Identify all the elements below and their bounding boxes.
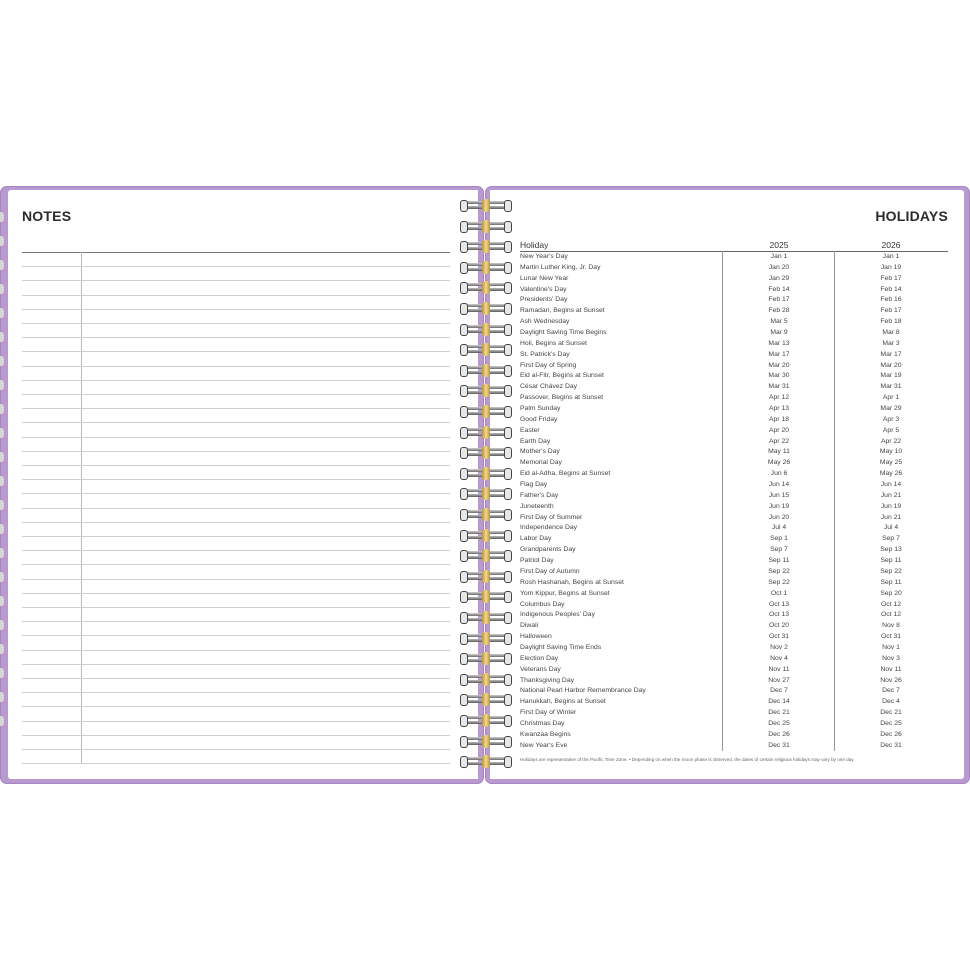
spiral-ring — [458, 694, 514, 706]
holiday-row — [520, 447, 948, 458]
holiday-name: St. Patrick's Day — [520, 350, 570, 358]
holiday-date-2025: Oct 13 — [768, 611, 790, 619]
holiday-row — [520, 686, 948, 697]
holiday-date-2025: Oct 31 — [768, 633, 790, 641]
header-holiday: Holiday — [520, 240, 549, 250]
page-tab — [0, 380, 4, 390]
holiday-name: Yom Kippur, Begins at Sunset — [520, 589, 610, 597]
holiday-date-2026: Mar 19 — [880, 372, 902, 380]
holiday-date-2026: Sep 20 — [880, 589, 902, 597]
notes-line — [22, 337, 450, 338]
page-tab — [0, 332, 4, 342]
holiday-row — [520, 350, 948, 361]
holiday-name: New Year's Eve — [520, 741, 568, 749]
holiday-date-2026: Jan 1 — [882, 253, 900, 260]
holiday-name: Easter — [520, 426, 540, 434]
holiday-date-2025: Jan 20 — [768, 263, 790, 271]
spiral-ring — [458, 674, 514, 686]
holiday-row — [520, 393, 948, 404]
page-tab — [0, 572, 4, 582]
holiday-name: Indigenous Peoples' Day — [520, 611, 595, 619]
holiday-date-2026: Feb 17 — [880, 274, 902, 282]
spiral-ring — [458, 200, 514, 212]
holiday-date-2026: Dec 31 — [880, 741, 902, 749]
header-2026: 2026 — [881, 240, 901, 250]
holiday-name: Valentine's Day — [520, 285, 567, 293]
notes-line — [22, 607, 450, 608]
holiday-date-2025: Jul 4 — [771, 524, 787, 532]
holiday-row — [520, 361, 948, 372]
holiday-row — [520, 382, 948, 393]
holiday-date-2026: Nov 8 — [882, 622, 900, 630]
holiday-row — [520, 523, 948, 534]
holiday-date-2026: Mar 17 — [880, 350, 902, 358]
header-2025: 2025 — [769, 240, 789, 250]
holiday-name: First Day of Autumn — [520, 567, 580, 575]
page-tab — [0, 692, 4, 702]
notes-line — [22, 479, 450, 480]
holiday-date-2025: Jan 29 — [768, 274, 790, 282]
holiday-date-2025: May 26 — [767, 459, 791, 467]
holiday-date-2025: Sep 7 — [770, 546, 788, 554]
holiday-date-2026: Dec 26 — [880, 730, 902, 738]
holiday-date-2026: Mar 3 — [882, 339, 900, 347]
holidays-title: HOLIDAYS — [875, 208, 948, 224]
holiday-row — [520, 513, 948, 524]
holiday-date-2026: Oct 12 — [880, 611, 902, 619]
holiday-date-2025: Nov 11 — [768, 665, 790, 673]
holiday-row — [520, 730, 948, 741]
holiday-name: Thanksgiving Day — [520, 676, 575, 684]
holiday-row — [520, 502, 948, 513]
holiday-date-2025: Oct 20 — [768, 622, 790, 630]
notes-line — [22, 678, 450, 679]
holiday-row — [520, 643, 948, 654]
holiday-name: Patriot Day — [520, 557, 554, 565]
notes-line — [22, 749, 450, 750]
holidays-table-header — [520, 238, 948, 252]
notes-lines — [22, 252, 450, 764]
holiday-date-2026: Apr 5 — [882, 426, 900, 434]
holiday-date-2025: Apr 18 — [768, 415, 790, 423]
spiral-ring — [458, 550, 514, 562]
spiral-ring — [458, 468, 514, 480]
holiday-date-2025: Mar 5 — [770, 318, 788, 326]
spiral-ring — [458, 509, 514, 521]
spiral-ring — [458, 571, 514, 583]
notes-line — [22, 323, 450, 324]
holiday-date-2025: Oct 13 — [768, 600, 790, 608]
holiday-date-2026: Jun 19 — [880, 502, 902, 510]
holiday-date-2026: Feb 14 — [880, 285, 902, 293]
spiral-binding — [458, 200, 514, 775]
holiday-date-2025: Mar 20 — [768, 361, 790, 369]
holiday-name: Veterans Day — [520, 665, 561, 673]
holiday-date-2025: Jun 14 — [768, 481, 790, 489]
holiday-date-2026: Jun 14 — [880, 481, 902, 489]
spiral-ring — [458, 262, 514, 274]
notes-line — [22, 380, 450, 381]
holiday-name: Christmas Day — [520, 719, 565, 727]
holiday-date-2026: Sep 13 — [880, 546, 902, 554]
spiral-ring — [458, 241, 514, 253]
notes-line — [22, 366, 450, 367]
holiday-row — [520, 676, 948, 687]
holiday-row — [520, 285, 948, 296]
holiday-date-2025: Dec 31 — [768, 741, 790, 749]
notes-line — [22, 706, 450, 707]
spiral-ring — [458, 612, 514, 624]
holiday-row — [520, 328, 948, 339]
holiday-date-2026: Feb 16 — [880, 296, 902, 304]
notes-line — [22, 295, 450, 296]
holiday-row — [520, 415, 948, 426]
holiday-name: Holi, Begins at Sunset — [520, 339, 587, 347]
spiral-ring — [458, 385, 514, 397]
holiday-name: Flag Day — [520, 481, 548, 489]
page-tab — [0, 620, 4, 630]
holiday-row — [520, 480, 948, 491]
holiday-date-2026: Mar 31 — [880, 383, 902, 391]
holiday-name: Eid al-Adha, Begins at Sunset — [520, 470, 611, 478]
spiral-ring — [458, 756, 514, 768]
holiday-name: National Pearl Harbor Remembrance Day — [520, 687, 646, 695]
holiday-date-2026: Mar 20 — [880, 361, 902, 369]
holiday-row — [520, 697, 948, 708]
holiday-row — [520, 426, 948, 437]
notes-line — [22, 536, 450, 537]
holiday-date-2025: Jun 6 — [770, 470, 788, 478]
holiday-name: Lunar New Year — [520, 274, 569, 282]
holiday-row — [520, 469, 948, 480]
notes-page — [8, 190, 478, 779]
notes-line — [22, 664, 450, 665]
holiday-name: Kwanzaa Begins — [520, 730, 571, 738]
holiday-name: Palm Sunday — [520, 405, 561, 413]
holiday-date-2025: Mar 13 — [768, 339, 790, 347]
holiday-date-2026: Sep 11 — [880, 557, 902, 565]
page-tab — [0, 596, 4, 606]
holiday-date-2026: Jun 21 — [880, 491, 902, 499]
spiral-ring — [458, 633, 514, 645]
notes-line — [22, 621, 450, 622]
holiday-date-2025: Nov 4 — [770, 654, 788, 662]
spiral-ring — [458, 447, 514, 459]
holiday-date-2025: Jan 1 — [770, 253, 788, 260]
notes-line — [22, 408, 450, 409]
holiday-name: Earth Day — [520, 437, 551, 445]
notes-line — [22, 593, 450, 594]
spiral-ring — [458, 365, 514, 377]
page-tab — [0, 260, 4, 270]
holiday-row — [520, 371, 948, 382]
holiday-date-2026: May 10 — [879, 448, 903, 456]
notes-line — [22, 692, 450, 693]
holiday-date-2025: Dec 7 — [770, 687, 788, 695]
holiday-date-2025: Mar 30 — [768, 372, 790, 380]
holiday-name: First Day of Winter — [520, 709, 577, 717]
notes-line — [22, 422, 450, 423]
holiday-row — [520, 741, 948, 752]
holiday-date-2026: Sep 11 — [880, 578, 902, 586]
holiday-date-2026: Apr 1 — [882, 394, 900, 402]
notes-line — [22, 280, 450, 281]
holiday-row — [520, 567, 948, 578]
holiday-date-2025: Jun 15 — [768, 491, 790, 499]
holiday-date-2025: Mar 9 — [770, 329, 788, 337]
holiday-date-2025: Sep 11 — [768, 557, 790, 565]
notes-title: NOTES — [22, 208, 72, 224]
holiday-name: Grandparents Day — [520, 546, 576, 554]
page-tab — [0, 404, 4, 414]
holiday-row — [520, 491, 948, 502]
holiday-row — [520, 589, 948, 600]
spiral-ring — [458, 715, 514, 727]
holiday-row — [520, 632, 948, 643]
holiday-name: Halloween — [520, 633, 552, 641]
holiday-date-2025: Sep 1 — [770, 535, 788, 543]
spiral-ring — [458, 653, 514, 665]
notes-line — [22, 721, 450, 722]
notes-line — [22, 635, 450, 636]
holiday-row — [520, 306, 948, 317]
holiday-date-2025: May 11 — [768, 448, 790, 456]
holiday-name: Eid al-Fitr, Begins at Sunset — [520, 372, 604, 380]
holiday-date-2025: Nov 2 — [770, 643, 788, 651]
holiday-date-2026: Oct 12 — [880, 600, 902, 608]
holiday-name: Independence Day — [520, 524, 578, 532]
holiday-date-2026: Mar 29 — [880, 405, 902, 413]
holiday-row — [520, 556, 948, 567]
holiday-date-2025: Oct 1 — [770, 589, 788, 597]
holiday-name: New Year's Day — [520, 253, 568, 260]
holiday-date-2025: Dec 21 — [768, 709, 790, 717]
holiday-date-2025: Feb 28 — [768, 307, 790, 315]
holiday-row — [520, 578, 948, 589]
holiday-name: Rosh Hashanah, Begins at Sunset — [520, 578, 624, 586]
holiday-date-2025: Dec 26 — [768, 730, 790, 738]
holiday-date-2026: Dec 21 — [880, 709, 902, 717]
page-tab — [0, 284, 4, 294]
holiday-date-2025: Mar 31 — [768, 383, 790, 391]
spiral-ring — [458, 324, 514, 336]
notes-top-rule — [22, 252, 450, 253]
holiday-row — [520, 708, 948, 719]
notes-line — [22, 451, 450, 452]
holiday-date-2025: Apr 12 — [768, 394, 790, 402]
holiday-date-2025: Mar 17 — [768, 350, 790, 358]
notes-line — [22, 522, 450, 523]
holiday-row — [520, 719, 948, 730]
holiday-name: Mother's Day — [520, 448, 560, 456]
holiday-date-2026: Sep 22 — [880, 567, 902, 575]
page-tab — [0, 668, 4, 678]
holiday-date-2026: Nov 26 — [880, 676, 902, 684]
holiday-date-2025: Apr 20 — [768, 426, 790, 434]
holiday-row — [520, 621, 948, 632]
holiday-row — [520, 665, 948, 676]
notes-line — [22, 493, 450, 494]
notes-line — [22, 735, 450, 736]
holiday-date-2025: Nov 27 — [768, 676, 790, 684]
holiday-name: Ash Wednesday — [520, 318, 570, 326]
page-tab — [0, 452, 4, 462]
holiday-name: Columbus Day — [520, 600, 565, 608]
page-tab — [0, 524, 4, 534]
page-tab — [0, 500, 4, 510]
holiday-name: Labor Day — [520, 535, 552, 543]
notes-line — [22, 437, 450, 438]
holiday-date-2025: Jun 20 — [768, 513, 790, 521]
spiral-ring — [458, 344, 514, 356]
holiday-name: Presidents' Day — [520, 296, 568, 304]
holiday-name: First Day of Spring — [520, 361, 577, 369]
notes-line — [22, 309, 450, 310]
holiday-date-2026: Sep 7 — [882, 535, 900, 543]
holiday-name: Good Friday — [520, 415, 558, 423]
holiday-row — [520, 404, 948, 415]
holiday-date-2025: Apr 13 — [768, 405, 790, 413]
holiday-name: Memorial Day — [520, 459, 562, 467]
holiday-name: Martin Luther King, Jr. Day — [520, 263, 601, 271]
spiral-ring — [458, 488, 514, 500]
notes-line — [22, 266, 450, 267]
holiday-name: First Day of Summer — [520, 513, 583, 521]
holiday-name: Ramadan, Begins at Sunset — [520, 307, 605, 315]
holiday-date-2026: Nov 1 — [882, 643, 900, 651]
page-tab — [0, 476, 4, 486]
notes-line — [22, 550, 450, 551]
holiday-name: Daylight Saving Time Begins — [520, 329, 607, 337]
holiday-date-2026: Apr 22 — [880, 437, 902, 445]
holiday-row — [520, 654, 948, 665]
holidays-rows — [520, 252, 948, 752]
holiday-date-2026: Feb 17 — [880, 307, 902, 315]
holiday-date-2025: Feb 17 — [768, 296, 790, 304]
holiday-name: Diwali — [520, 622, 539, 630]
holiday-date-2026: Jan 19 — [880, 263, 902, 271]
holiday-date-2026: Oct 31 — [880, 633, 902, 641]
notes-line — [22, 579, 450, 580]
spiral-ring — [458, 406, 514, 418]
holidays-footnote: Holidays are representative of the Pacific Time Zone. • Depending on when the moon phase is observed, the dates of certain religious holidays may vary by one day. — [520, 757, 855, 762]
holiday-date-2025: Sep 22 — [768, 567, 790, 575]
page-tab — [0, 308, 4, 318]
holiday-name: César Chávez Day — [520, 383, 578, 391]
notes-line — [22, 564, 450, 565]
holiday-row — [520, 610, 948, 621]
holiday-row — [520, 274, 948, 285]
holiday-row — [520, 339, 948, 350]
spiral-ring — [458, 303, 514, 315]
holiday-date-2025: Feb 14 — [768, 285, 790, 293]
holiday-row — [520, 545, 948, 556]
page-tab — [0, 212, 4, 222]
notes-line — [22, 394, 450, 395]
holidays-page — [490, 190, 964, 779]
holiday-date-2026: Dec 25 — [880, 719, 902, 727]
notes-line — [22, 763, 450, 764]
holiday-date-2026: Mar 8 — [882, 329, 900, 337]
spiral-ring — [458, 530, 514, 542]
page-tab — [0, 644, 4, 654]
holiday-date-2025: Sep 22 — [768, 578, 790, 586]
holiday-date-2026: May 26 — [879, 470, 903, 478]
page-tab — [0, 716, 4, 726]
holiday-date-2026: May 25 — [879, 459, 903, 467]
holiday-date-2026: Nov 3 — [882, 654, 900, 662]
holiday-date-2026: Jun 21 — [880, 513, 902, 521]
holiday-date-2026: Nov 11 — [880, 665, 902, 673]
notes-line — [22, 650, 450, 651]
holiday-row — [520, 458, 948, 469]
spiral-ring — [458, 736, 514, 748]
holiday-name: Daylight Saving Time Ends — [520, 643, 602, 651]
spiral-ring — [458, 427, 514, 439]
spiral-ring — [458, 282, 514, 294]
page-tab — [0, 236, 4, 246]
holiday-name: Election Day — [520, 654, 559, 662]
page-tab — [0, 428, 4, 438]
holiday-name: Hanukkah, Begins at Sunset — [520, 698, 606, 706]
holiday-name: Father's Day — [520, 491, 559, 499]
holiday-row — [520, 600, 948, 611]
holiday-row — [520, 534, 948, 545]
notes-line — [22, 465, 450, 466]
page-tab — [0, 548, 4, 558]
holiday-date-2026: Apr 3 — [882, 415, 900, 423]
holiday-row — [520, 295, 948, 306]
holiday-date-2025: Apr 22 — [768, 437, 790, 445]
holiday-name: Passover, Begins at Sunset — [520, 394, 604, 402]
holiday-row — [520, 317, 948, 328]
holiday-date-2025: Dec 14 — [768, 698, 790, 706]
holiday-date-2026: Jul 4 — [883, 524, 899, 532]
holidays-table — [520, 238, 948, 752]
holiday-date-2026: Feb 18 — [880, 318, 902, 326]
holiday-row — [520, 263, 948, 274]
holiday-row — [520, 252, 948, 263]
holiday-date-2026: Dec 7 — [882, 687, 900, 695]
holiday-date-2026: Dec 4 — [882, 698, 900, 706]
holiday-row — [520, 437, 948, 448]
holiday-date-2025: Dec 25 — [768, 719, 790, 727]
page-tab — [0, 356, 4, 366]
notes-line — [22, 508, 450, 509]
spiral-ring — [458, 221, 514, 233]
holiday-date-2025: Jun 19 — [768, 502, 790, 510]
notes-line — [22, 351, 450, 352]
holiday-name: Juneteenth — [520, 502, 554, 510]
spiral-ring — [458, 591, 514, 603]
